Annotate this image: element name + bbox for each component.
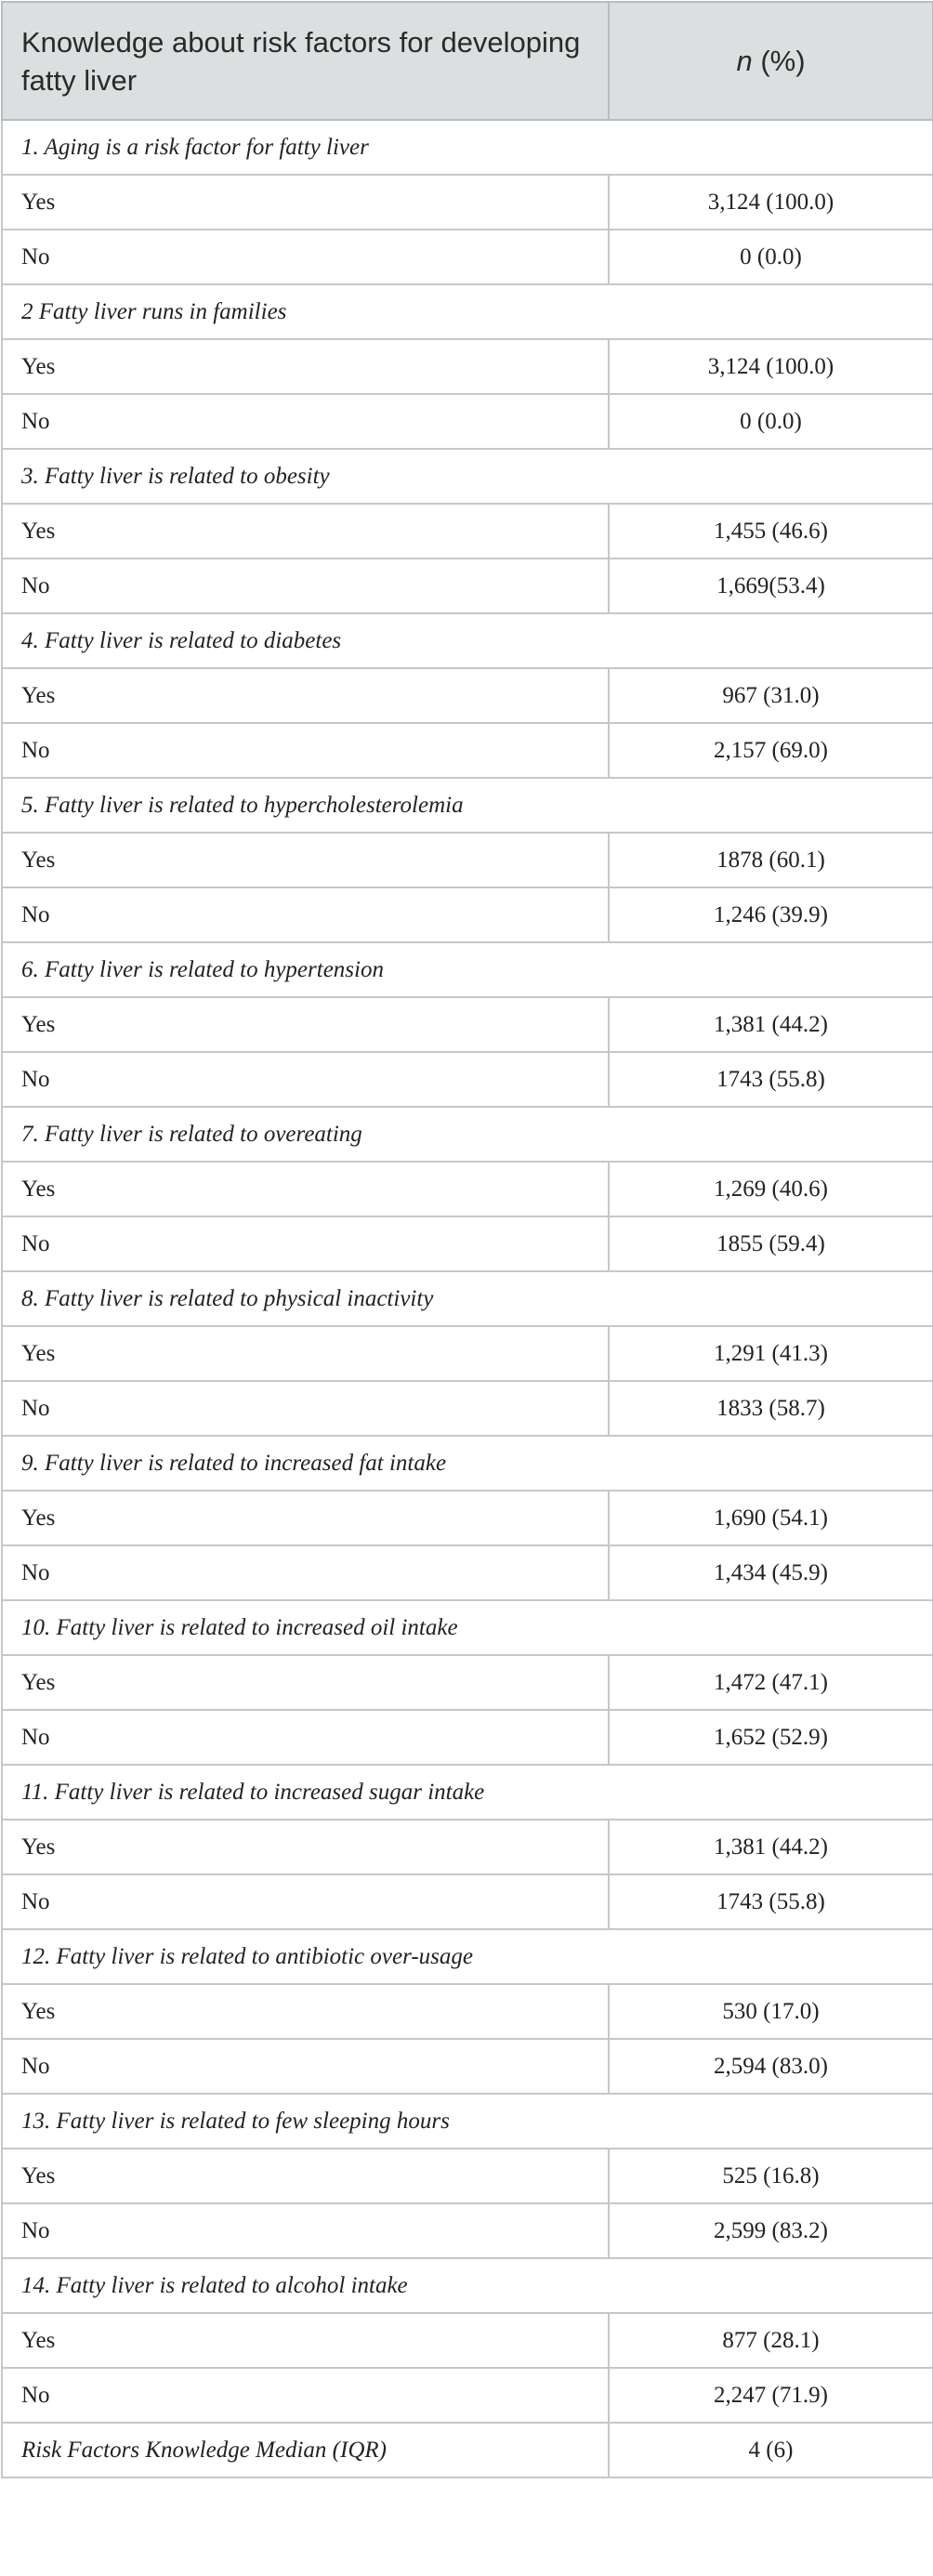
answer-row-no (2, 394, 933, 449)
answer-label-yes: Yes (2, 175, 609, 230)
question-label: 7. Fatty liver is related to overeating (2, 1107, 933, 1162)
question-label: 14. Fatty liver is related to alcohol intake (2, 2258, 933, 2313)
answer-value-yes: 530 (17.0) (609, 1984, 933, 2039)
answer-label-no: No (2, 1710, 609, 1765)
answer-row-yes (2, 1655, 933, 1710)
answer-row-no (2, 2039, 933, 2094)
answer-row-no (2, 2203, 933, 2258)
answer-value-yes: 1,291 (41.3) (609, 1326, 933, 1381)
answer-row-yes (2, 833, 933, 887)
table-body (2, 120, 933, 2477)
answer-row-no (2, 1216, 933, 1271)
answer-label-yes: Yes (2, 1984, 609, 2039)
header-n: n (736, 45, 753, 77)
question-label: 10. Fatty liver is related to increased oil intake (2, 1600, 933, 1655)
answer-value-no: 1,246 (39.9) (609, 887, 933, 942)
answer-label-yes: Yes (2, 1162, 609, 1216)
answer-value-yes: 1,455 (46.6) (609, 504, 933, 559)
answer-value-no: 0 (0.0) (609, 394, 933, 449)
answer-row-yes (2, 997, 933, 1052)
answer-value-yes: 1878 (60.1) (609, 833, 933, 887)
answer-row-no (2, 1710, 933, 1765)
question-row (2, 2094, 933, 2149)
question-label: 2 Fatty liver runs in families (2, 284, 933, 339)
answer-value-yes: 1,690 (54.1) (609, 1491, 933, 1545)
answer-row-no (2, 1381, 933, 1436)
answer-label-no: No (2, 2368, 609, 2423)
answer-label-no: No (2, 1874, 609, 1929)
answer-label-no: No (2, 1216, 609, 1271)
answer-label-yes: Yes (2, 2149, 609, 2203)
answer-row-no (2, 230, 933, 284)
answer-row-no (2, 559, 933, 613)
answer-value-yes: 1,472 (47.1) (609, 1655, 933, 1710)
question-label: 13. Fatty liver is related to few sleeping hours (2, 2094, 933, 2149)
risk-factors-table-container (1, 1, 932, 2478)
answer-value-no: 2,599 (83.2) (609, 2203, 933, 2258)
answer-row-yes (2, 1162, 933, 1216)
answer-row-no (2, 1545, 933, 1600)
answer-label-no: No (2, 2039, 609, 2094)
header-percent: (%) (752, 45, 806, 77)
answer-value-no: 1855 (59.4) (609, 1216, 933, 1271)
answer-value-yes: 1,381 (44.2) (609, 1820, 933, 1874)
answer-label-yes: Yes (2, 504, 609, 559)
question-label: 5. Fatty liver is related to hypercholesterolemia (2, 778, 933, 833)
answer-label-no: No (2, 1545, 609, 1600)
answer-label-yes: Yes (2, 997, 609, 1052)
answer-value-no: 2,247 (71.9) (609, 2368, 933, 2423)
answer-value-no: 1743 (55.8) (609, 1052, 933, 1107)
answer-row-no (2, 887, 933, 942)
question-row (2, 1765, 933, 1820)
question-label: 12. Fatty liver is related to antibiotic over-usage (2, 1929, 933, 1984)
header-knowledge: Knowledge about risk factors for developing fatty liver (2, 2, 609, 120)
question-label: 1. Aging is a risk factor for fatty liver (2, 120, 933, 175)
question-label: 11. Fatty liver is related to increased sugar intake (2, 1765, 933, 1820)
answer-row-no (2, 1052, 933, 1107)
answer-value-no: 1,652 (52.9) (609, 1710, 933, 1765)
answer-label-yes: Yes (2, 1326, 609, 1381)
answer-value-no: 1,434 (45.9) (609, 1545, 933, 1600)
answer-label-yes: Yes (2, 668, 609, 723)
question-row (2, 778, 933, 833)
answer-value-no: 1833 (58.7) (609, 1381, 933, 1436)
summary-label: Risk Factors Knowledge Median (IQR) (2, 2423, 609, 2477)
answer-value-no: 2,594 (83.0) (609, 2039, 933, 2094)
question-row (2, 1107, 933, 1162)
answer-row-no (2, 723, 933, 778)
question-row (2, 284, 933, 339)
answer-label-yes: Yes (2, 1491, 609, 1545)
answer-value-yes: 1,269 (40.6) (609, 1162, 933, 1216)
answer-label-no: No (2, 1052, 609, 1107)
answer-label-no: No (2, 394, 609, 449)
question-row (2, 449, 933, 504)
answer-label-no: No (2, 887, 609, 942)
question-label: 8. Fatty liver is related to physical inactivity (2, 1271, 933, 1326)
answer-label-no: No (2, 1381, 609, 1436)
question-row (2, 120, 933, 175)
answer-value-no: 0 (0.0) (609, 230, 933, 284)
question-row (2, 1436, 933, 1491)
answer-value-yes: 525 (16.8) (609, 2149, 933, 2203)
summary-row (2, 2423, 933, 2477)
answer-value-no: 1,669(53.4) (609, 559, 933, 613)
risk-factors-table (1, 1, 933, 2478)
summary-value: 4 (6) (609, 2423, 933, 2477)
answer-label-no: No (2, 559, 609, 613)
answer-row-yes (2, 504, 933, 559)
answer-row-yes (2, 2313, 933, 2368)
question-row (2, 942, 933, 997)
question-label: 9. Fatty liver is related to increased fat intake (2, 1436, 933, 1491)
answer-row-yes (2, 1984, 933, 2039)
table-header-row (2, 2, 933, 120)
question-row (2, 2258, 933, 2313)
question-row (2, 613, 933, 668)
question-label: 6. Fatty liver is related to hypertension (2, 942, 933, 997)
answer-label-yes: Yes (2, 339, 609, 394)
answer-row-yes (2, 1491, 933, 1545)
answer-value-yes: 1,381 (44.2) (609, 997, 933, 1052)
answer-row-no (2, 2368, 933, 2423)
answer-value-yes: 3,124 (100.0) (609, 339, 933, 394)
answer-label-no: No (2, 2203, 609, 2258)
answer-row-yes (2, 2149, 933, 2203)
question-row (2, 1929, 933, 1984)
header-n-percent (609, 2, 933, 120)
answer-label-yes: Yes (2, 1820, 609, 1874)
answer-value-yes: 877 (28.1) (609, 2313, 933, 2368)
answer-row-yes (2, 339, 933, 394)
answer-label-no: No (2, 230, 609, 284)
answer-row-yes (2, 1326, 933, 1381)
answer-row-yes (2, 668, 933, 723)
question-row (2, 1271, 933, 1326)
answer-label-no: No (2, 723, 609, 778)
answer-row-no (2, 1874, 933, 1929)
answer-value-yes: 967 (31.0) (609, 668, 933, 723)
answer-row-yes (2, 175, 933, 230)
answer-value-yes: 3,124 (100.0) (609, 175, 933, 230)
question-row (2, 1600, 933, 1655)
answer-value-no: 1743 (55.8) (609, 1874, 933, 1929)
answer-value-no: 2,157 (69.0) (609, 723, 933, 778)
answer-label-yes: Yes (2, 1655, 609, 1710)
answer-label-yes: Yes (2, 833, 609, 887)
question-label: 3. Fatty liver is related to obesity (2, 449, 933, 504)
answer-row-yes (2, 1820, 933, 1874)
question-label: 4. Fatty liver is related to diabetes (2, 613, 933, 668)
answer-label-yes: Yes (2, 2313, 609, 2368)
